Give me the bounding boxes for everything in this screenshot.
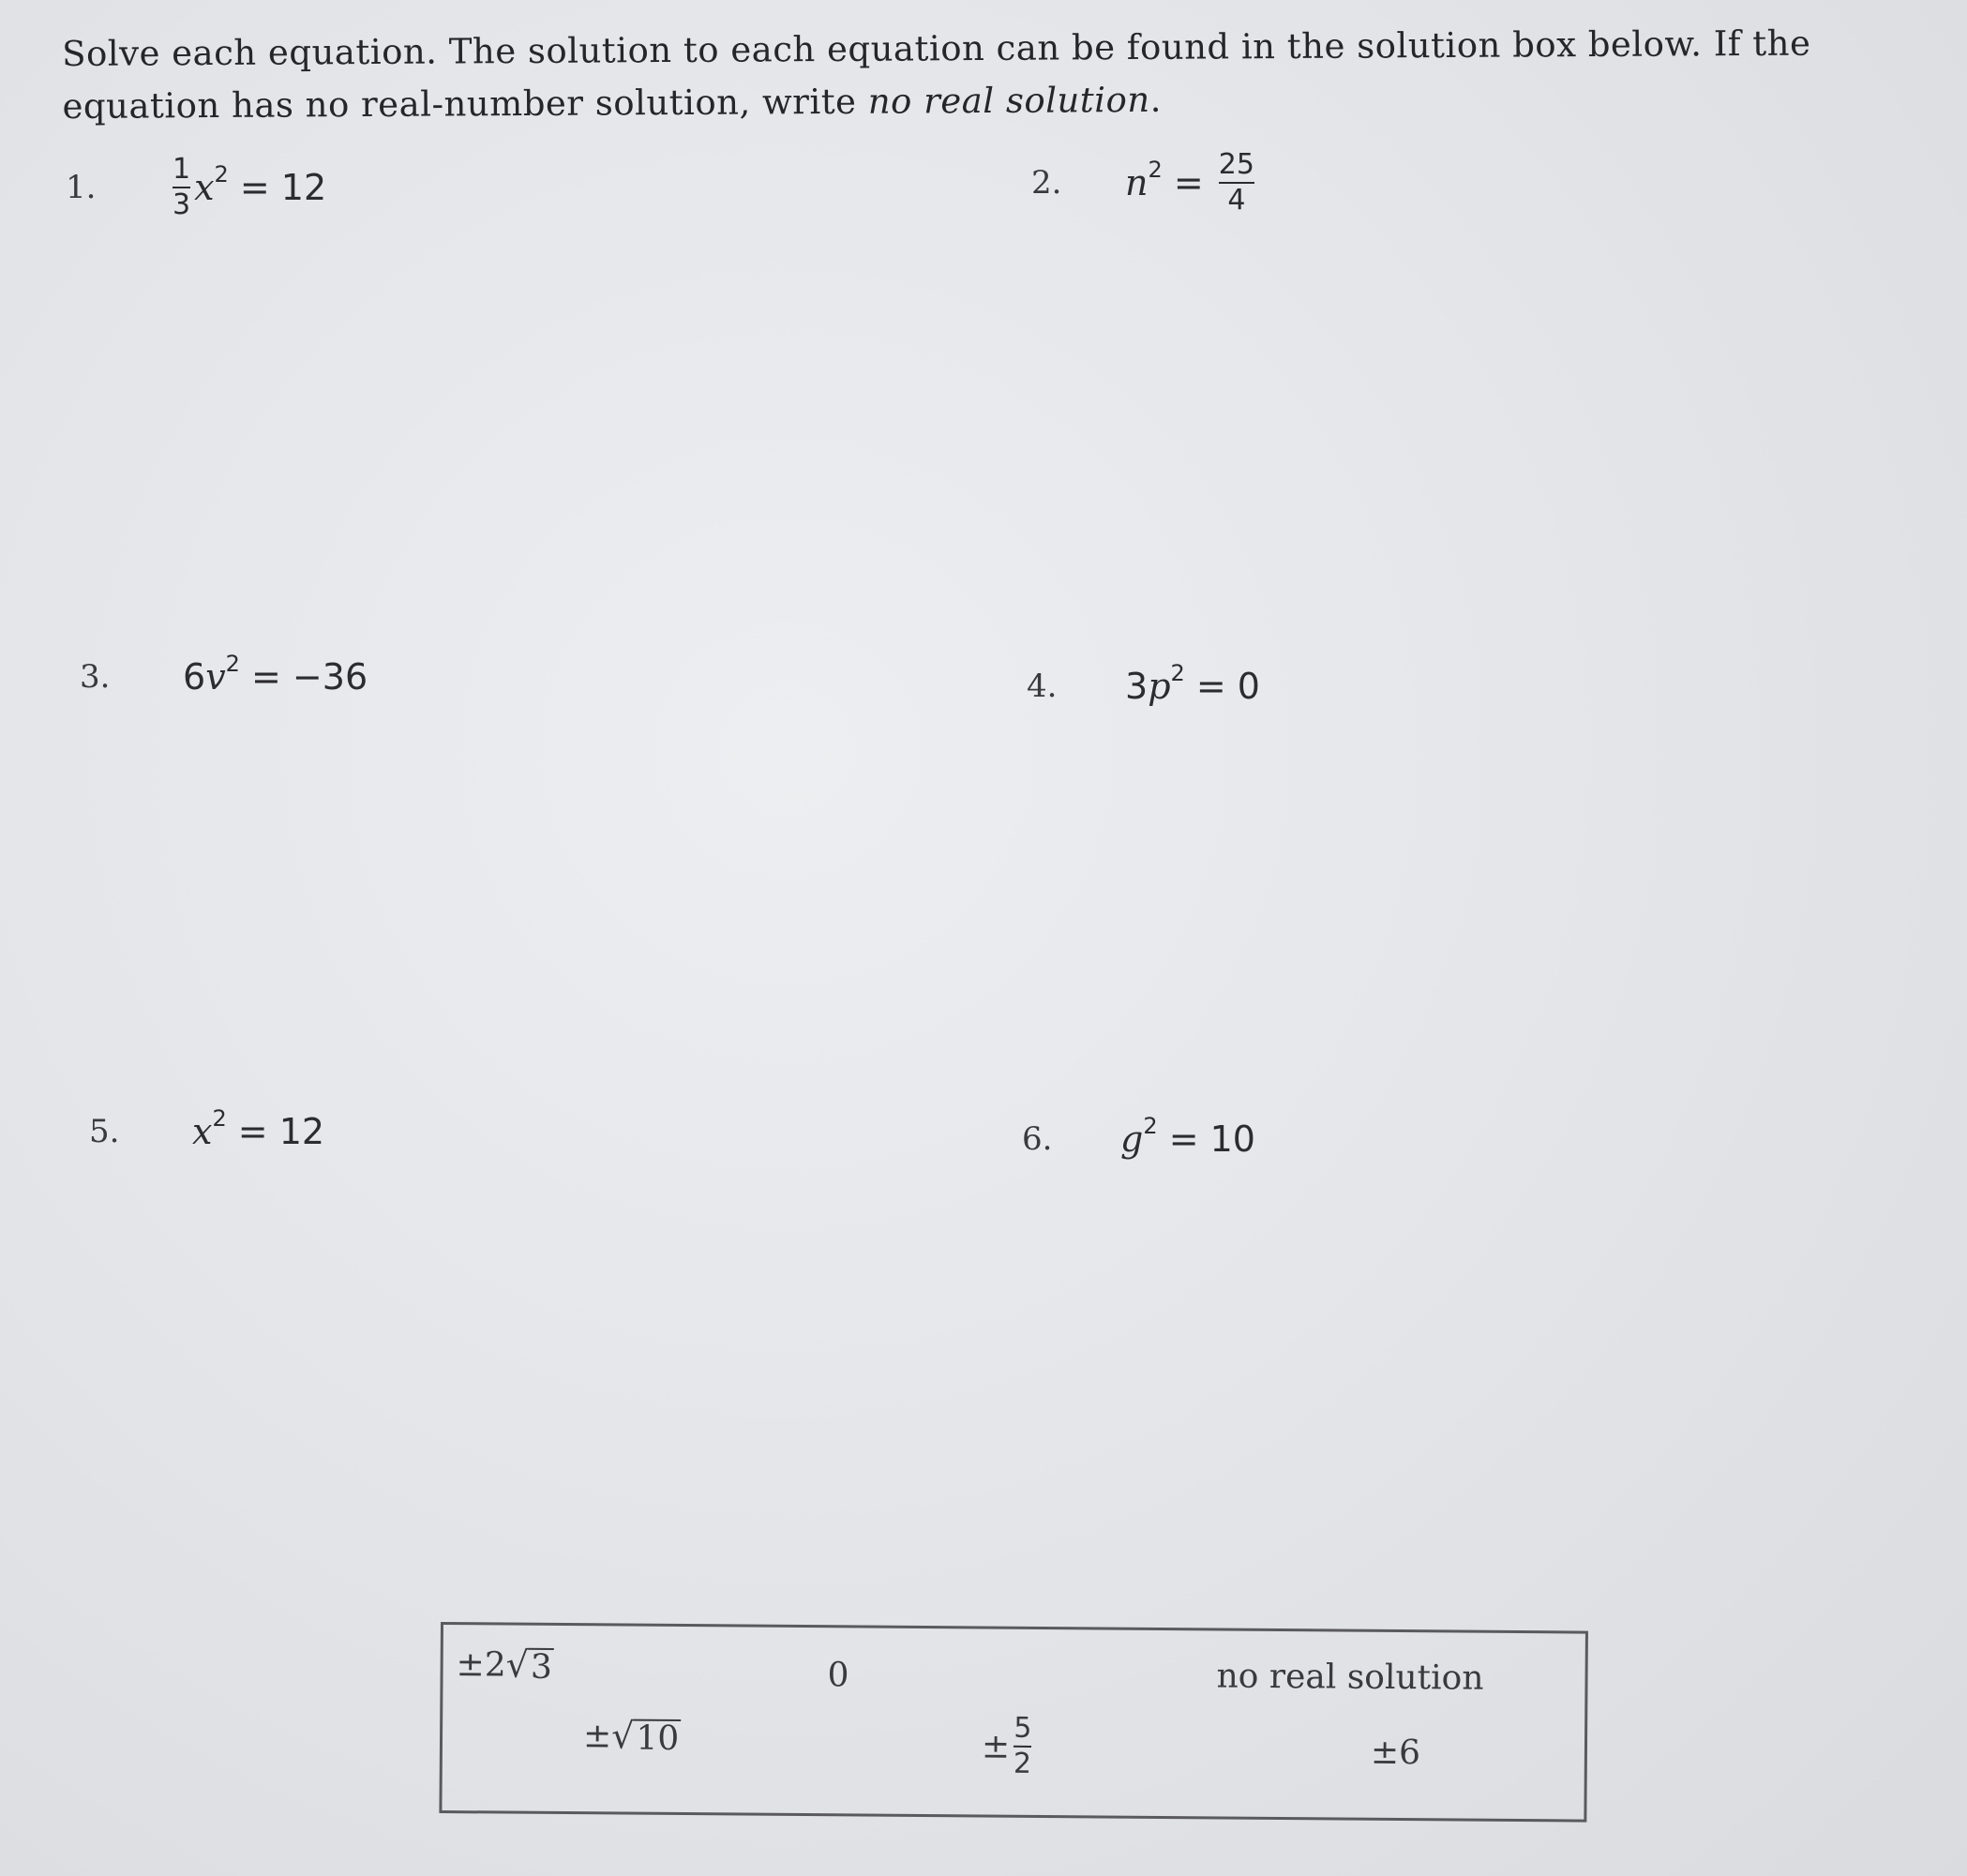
- exponent: 2: [1170, 660, 1185, 686]
- square-root: [506, 1644, 554, 1686]
- problem-3: [80, 651, 368, 698]
- exponent: 2: [1148, 157, 1163, 183]
- rhs: = 12: [228, 167, 327, 208]
- problem-number: 2.: [1031, 164, 1062, 202]
- exponent: 2: [214, 161, 229, 188]
- radicand: 3: [530, 1647, 552, 1687]
- exponent: 2: [212, 1105, 227, 1132]
- coefficient: 3: [1125, 666, 1149, 707]
- equation: [1125, 660, 1260, 707]
- exponent: 2: [225, 651, 240, 677]
- problem-number: 4.: [1027, 668, 1058, 705]
- equals: =: [1162, 162, 1215, 203]
- solution-prefix: ±2: [456, 1644, 506, 1685]
- fraction: [1013, 1711, 1032, 1780]
- variable: g: [1120, 1118, 1144, 1160]
- equation: [183, 651, 368, 698]
- denominator: 2: [1013, 1747, 1032, 1780]
- problem-5: [89, 1105, 325, 1152]
- variable: x: [194, 167, 215, 208]
- variable: n: [1125, 162, 1149, 203]
- problem-2: [1031, 150, 1258, 216]
- numerator: 25: [1218, 148, 1254, 181]
- solution-prefix: ±: [582, 1716, 612, 1755]
- fraction: [1219, 150, 1254, 216]
- solution-plus-minus-five-halves: [981, 1711, 1036, 1780]
- radical-sign: √: [611, 1715, 635, 1757]
- solution-no-real: no real solution: [1216, 1657, 1484, 1698]
- coefficient: 6: [183, 656, 206, 698]
- solution-zero: 0: [827, 1656, 849, 1695]
- solution-prefix: ±: [981, 1727, 1011, 1766]
- problem-number: 3.: [80, 658, 111, 696]
- instructions: [62, 17, 1919, 133]
- rhs: = −36: [239, 656, 368, 698]
- problem-6: [1022, 1113, 1255, 1160]
- problem-number: 1.: [66, 169, 97, 206]
- variable: p: [1148, 666, 1171, 707]
- solution-plus-minus-6: ±6: [1370, 1733, 1421, 1773]
- denominator: 3: [173, 188, 191, 221]
- variable: x: [192, 1111, 213, 1152]
- equation: [1125, 150, 1258, 216]
- problem-number: 5.: [89, 1113, 120, 1150]
- denominator: 4: [1227, 184, 1246, 217]
- equation: [192, 1105, 325, 1152]
- numerator: 1: [173, 153, 191, 186]
- instructions-end: .: [1149, 79, 1163, 120]
- fraction: [173, 155, 190, 220]
- variable: v: [205, 656, 226, 698]
- solution-box: [439, 1622, 1588, 1823]
- solution-plus-minus-root-10: [583, 1715, 682, 1757]
- problem-1: [66, 155, 326, 220]
- radicand: 10: [636, 1718, 680, 1758]
- rhs: = 10: [1157, 1118, 1255, 1160]
- instructions-emphasis: no real solution: [867, 79, 1150, 122]
- numerator: 5: [1014, 1711, 1032, 1745]
- equation: [1120, 1113, 1255, 1160]
- problem-4: [1027, 660, 1260, 707]
- exponent: 2: [1143, 1113, 1158, 1139]
- square-root: [611, 1715, 681, 1757]
- radical-sign: √: [505, 1643, 530, 1686]
- equation: [169, 155, 326, 220]
- solution-plus-minus-2-root-3: [456, 1643, 554, 1686]
- instructions-text: Solve each equation. The solution to each equation can be found in the solution box below. If the equation has no real-number solution, write: [62, 23, 1811, 127]
- problem-number: 6.: [1022, 1120, 1053, 1158]
- rhs: = 0: [1184, 666, 1260, 707]
- rhs: = 12: [226, 1111, 325, 1152]
